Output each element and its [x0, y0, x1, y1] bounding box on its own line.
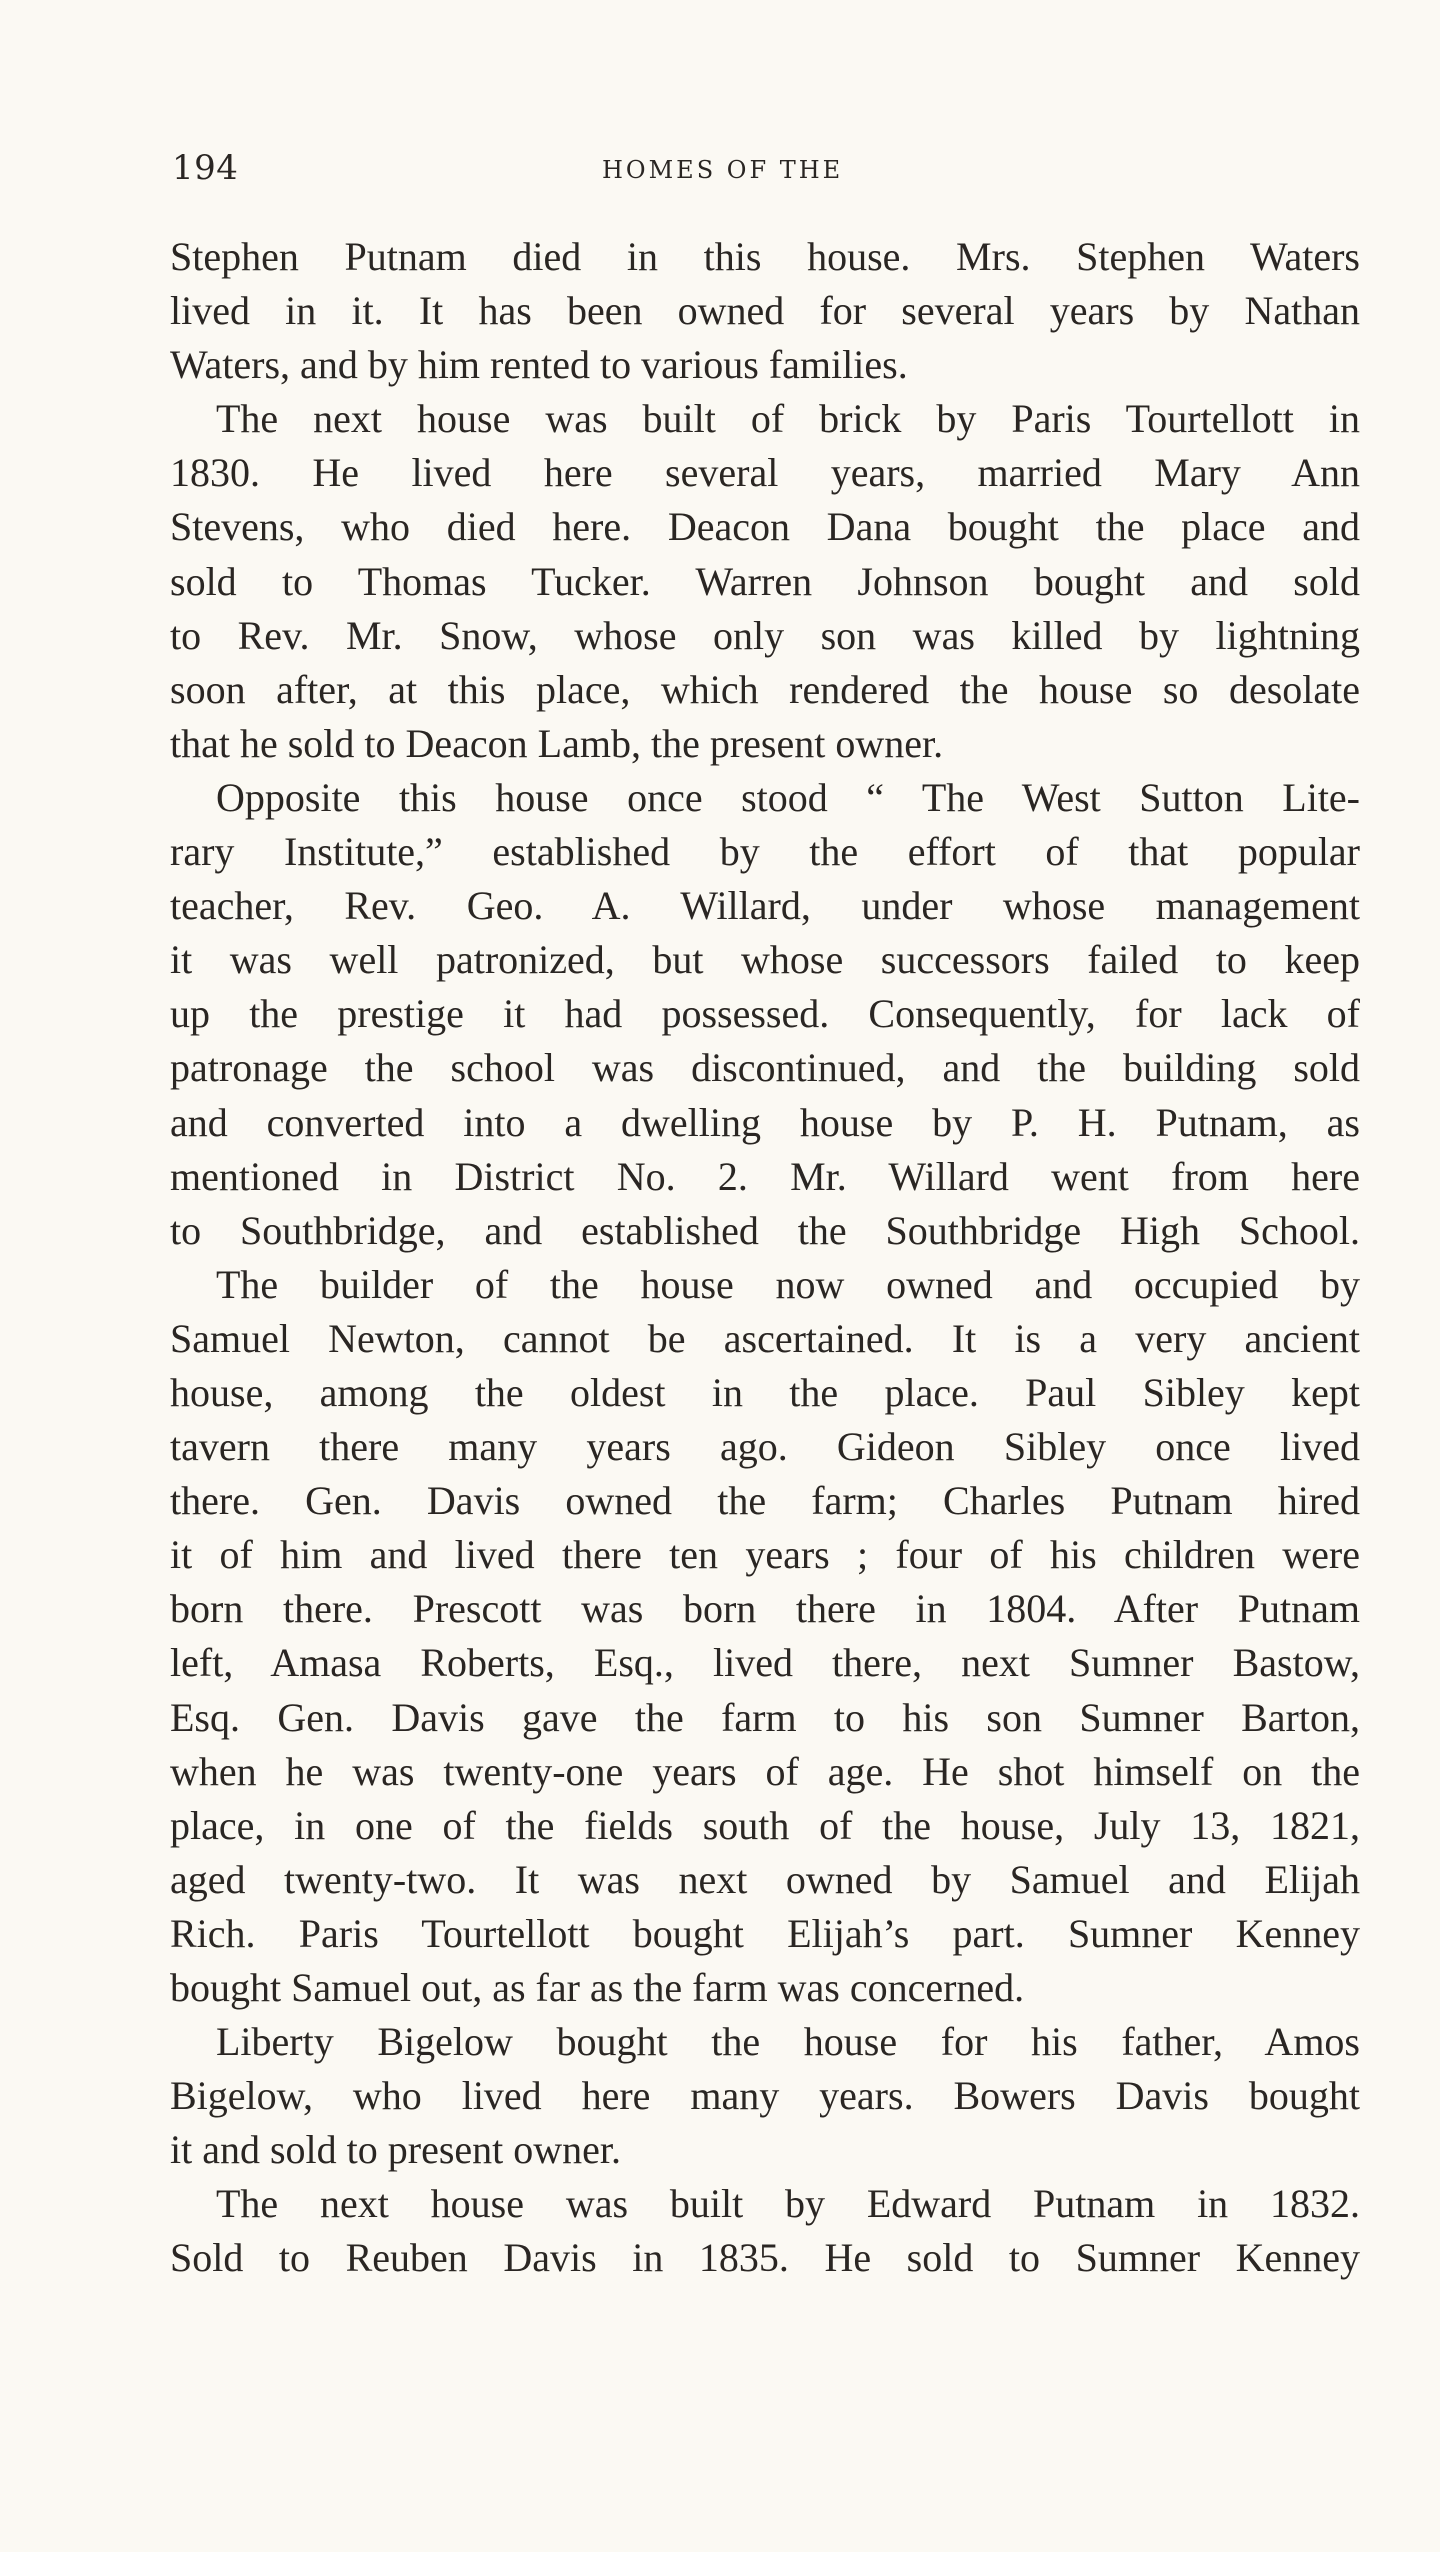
text-line: and converted into a dwelling house by P. H. Putnam, as	[170, 1099, 1360, 1145]
text-line: to Rev. Mr. Snow, whose only son was killed by lightning	[170, 612, 1360, 658]
text-line: up the prestige it had possessed. Consequently, for lack of	[170, 991, 1360, 1037]
text-line: aged twenty-two. It was next owned by Samuel and Elijah	[170, 1856, 1360, 1902]
text-line: sold to Thomas Tucker. Warren Johnson bought and sold	[170, 558, 1360, 604]
text-line: place, in one of the fields south of the house, July 13, 1821,	[170, 1802, 1360, 1848]
text-line: tavern there many years ago. Gideon Sibley once lived	[170, 1424, 1360, 1470]
text-line: Sold to Reuben Davis in 1835. He sold to Sumner Kenney	[170, 2235, 1360, 2281]
text-line: Liberty Bigelow bought the house for his father, Amos	[216, 2019, 1360, 2065]
text-line: 1830. He lived here several years, married Mary Ann	[170, 450, 1360, 496]
text-line: that he sold to Deacon Lamb, the present owner.	[170, 720, 944, 766]
text-line: lived in it. It has been owned for several years by Nathan	[170, 288, 1360, 334]
text-line: patronage the school was discontinued, and the building sold	[170, 1045, 1360, 1091]
text-line: The builder of the house now owned and occupied by	[216, 1261, 1360, 1307]
body-text	[170, 230, 1360, 2286]
text-line: it and sold to present owner.	[170, 2127, 622, 2173]
text-line: Stephen Putnam died in this house. Mrs. Stephen Waters	[170, 234, 1360, 279]
text-line: mentioned in District No. 2. Mr. Willard went from here	[170, 1153, 1360, 1199]
text-line: Rich. Paris Tourtellott bought Elijah’s part. Sumner Kenney	[170, 1910, 1360, 1956]
page-header	[172, 148, 1352, 198]
text-line: it of him and lived there ten years ; four of his children were	[170, 1532, 1360, 1578]
text-line: Samuel Newton, cannot be ascertained. It is a very ancient	[170, 1315, 1360, 1361]
text-line: left, Amasa Roberts, Esq., lived there, next Sumner Bastow,	[170, 1640, 1360, 1686]
text-line: it was well patronized, but whose successors failed to keep	[170, 937, 1360, 983]
text-line: Stevens, who died here. Deacon Dana bought the place and	[170, 504, 1360, 550]
text-line: teacher, Rev. Geo. A. Willard, under whose management	[170, 883, 1360, 929]
text-line: house, among the oldest in the place. Paul Sibley kept	[170, 1369, 1360, 1415]
text-line: Bigelow, who lived here many years. Bowers Davis bought	[170, 2073, 1360, 2119]
text-line: bought Samuel out, as far as the farm was concerned.	[170, 1965, 1025, 2010]
text-line: to Southbridge, and established the Southbridge High School.	[170, 1207, 1360, 1253]
text-line: when he was twenty-one years of age. He shot himself on the	[170, 1748, 1360, 1794]
page-number: 194	[172, 148, 239, 188]
text-line: there. Gen. Davis owned the farm; Charles Putnam hired	[170, 1478, 1360, 1524]
text-line: Opposite this house once stood “ The West Sutton Lite-	[216, 774, 1360, 820]
text-line: Waters, and by him rented to various families.	[170, 342, 908, 388]
text-line: rary Institute,” established by the effort of that popular	[170, 829, 1360, 875]
text-line: soon after, at this place, which rendered the house so desolate	[170, 666, 1360, 712]
text-line: The next house was built by Edward Putnam in 1832.	[216, 2181, 1360, 2227]
text-line: Esq. Gen. Davis gave the farm to his son Sumner Barton,	[170, 1694, 1360, 1740]
text-line: born there. Prescott was born there in 1804. After Putnam	[170, 1586, 1360, 1632]
running-head: HOMES OF THE	[602, 156, 844, 184]
text-line: The next house was built of brick by Paris Tourtellott in	[216, 396, 1360, 442]
